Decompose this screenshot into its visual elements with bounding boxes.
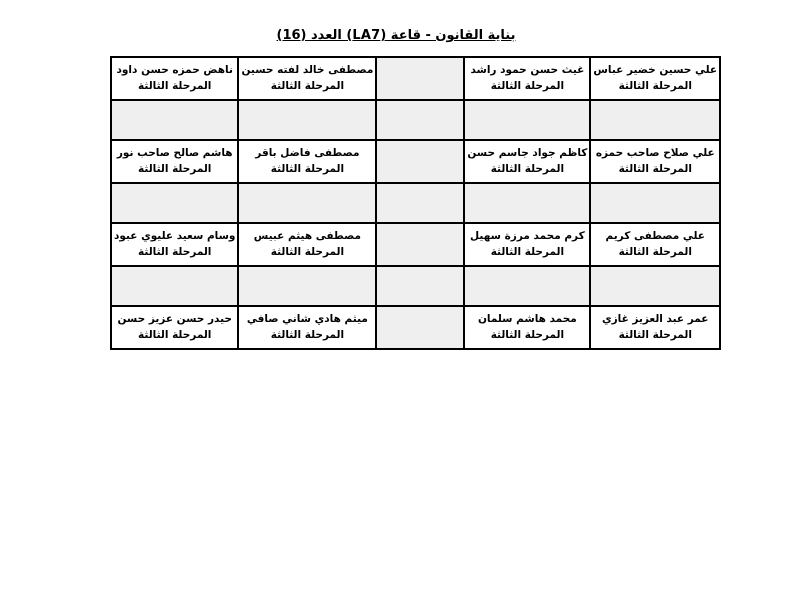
spacer-cell (238, 266, 376, 306)
student-cell (111, 223, 238, 266)
student-name: مصطفى فاضل باقر (255, 146, 360, 159)
spacer-cell (376, 57, 464, 100)
spacer-cell (376, 140, 464, 183)
stage-label: المرحلة الثالثة (490, 328, 565, 341)
table-row (111, 306, 720, 349)
student-cell (111, 140, 238, 183)
student-name: غيث حسن حمود راشد (470, 63, 585, 76)
page-title: بناية القانون - قاعة (LA7) العدد (16) (276, 28, 516, 43)
student-cell (111, 57, 238, 100)
stage-label: المرحلة الثالثة (490, 79, 565, 92)
student-cell (590, 306, 720, 349)
stage-label: المرحلة الثالثة (490, 162, 565, 175)
stage-label: المرحلة الثالثة (138, 328, 212, 341)
student-cell (238, 57, 376, 100)
student-cell (238, 223, 376, 266)
student-name: ميثم هادي شاني صافي (246, 312, 368, 325)
spacer-cell (376, 100, 464, 140)
student-name: هاشم صالح صاحب نور (116, 146, 233, 159)
student-name: محمد هاشم سلمان (477, 312, 577, 325)
spacer-cell (464, 100, 590, 140)
stage-label: المرحلة الثالثة (618, 162, 692, 175)
spacer-cell (376, 266, 464, 306)
spacer-cell (111, 100, 238, 140)
spacer-cell (590, 183, 720, 223)
spacer-cell (111, 266, 238, 306)
stage-label: المرحلة الثالثة (270, 245, 345, 258)
stage-label: المرحلة الثالثة (138, 245, 212, 258)
student-name: علي حسين خضير عباس (593, 63, 718, 76)
stage-label: المرحلة الثالثة (270, 162, 345, 175)
student-name: حيدر حسن عزيز حسن (117, 312, 232, 325)
spacer-cell (376, 306, 464, 349)
student-cell (590, 140, 720, 183)
spacer-cell (590, 266, 720, 306)
student-cell (590, 57, 720, 100)
student-name: كاظم جواد جاسم حسن (467, 146, 588, 159)
stage-label: المرحلة الثالثة (138, 79, 212, 92)
student-cell (464, 223, 590, 266)
student-cell (590, 223, 720, 266)
student-cell (238, 306, 376, 349)
spacer-cell (376, 183, 464, 223)
student-name: مصطفى هيثم عبيس (253, 229, 362, 242)
stage-label: المرحلة الثالثة (618, 79, 692, 92)
stage-label: المرحلة الثالثة (618, 245, 692, 258)
stage-label: المرحلة الثالثة (138, 162, 212, 175)
spacer-cell (376, 223, 464, 266)
student-cell (464, 306, 590, 349)
spacer-row (111, 266, 720, 306)
student-name: ناهض حمزه حسن داود (116, 63, 233, 76)
spacer-cell (464, 183, 590, 223)
student-name: علي صلاح صاحب حمزه (595, 146, 715, 159)
spacer-cell (238, 183, 376, 223)
stage-label: المرحلة الثالثة (618, 328, 692, 341)
student-cell (464, 140, 590, 183)
table-row (111, 57, 720, 100)
student-name: كرم محمد مرزة سهيل (470, 229, 585, 242)
spacer-cell (590, 100, 720, 140)
student-cell (111, 306, 238, 349)
student-cell (238, 140, 376, 183)
student-name: علي مصطفى كريم (605, 229, 705, 242)
student-name: مصطفى خالد لفته حسين (241, 63, 374, 76)
spacer-row (111, 183, 720, 223)
stage-label: المرحلة الثالثة (270, 328, 345, 341)
stage-label: المرحلة الثالثة (270, 79, 345, 92)
student-cell (464, 57, 590, 100)
stage-label: المرحلة الثالثة (490, 245, 565, 258)
spacer-cell (111, 183, 238, 223)
table-row (111, 140, 720, 183)
spacer-row (111, 100, 720, 140)
seating-table (110, 56, 721, 350)
table-row (111, 223, 720, 266)
spacer-cell (238, 100, 376, 140)
spacer-cell (464, 266, 590, 306)
student-name: وسام سعيد عليوي عبود (114, 229, 236, 242)
student-name: عمر عبد العزيز غازي (601, 312, 709, 325)
